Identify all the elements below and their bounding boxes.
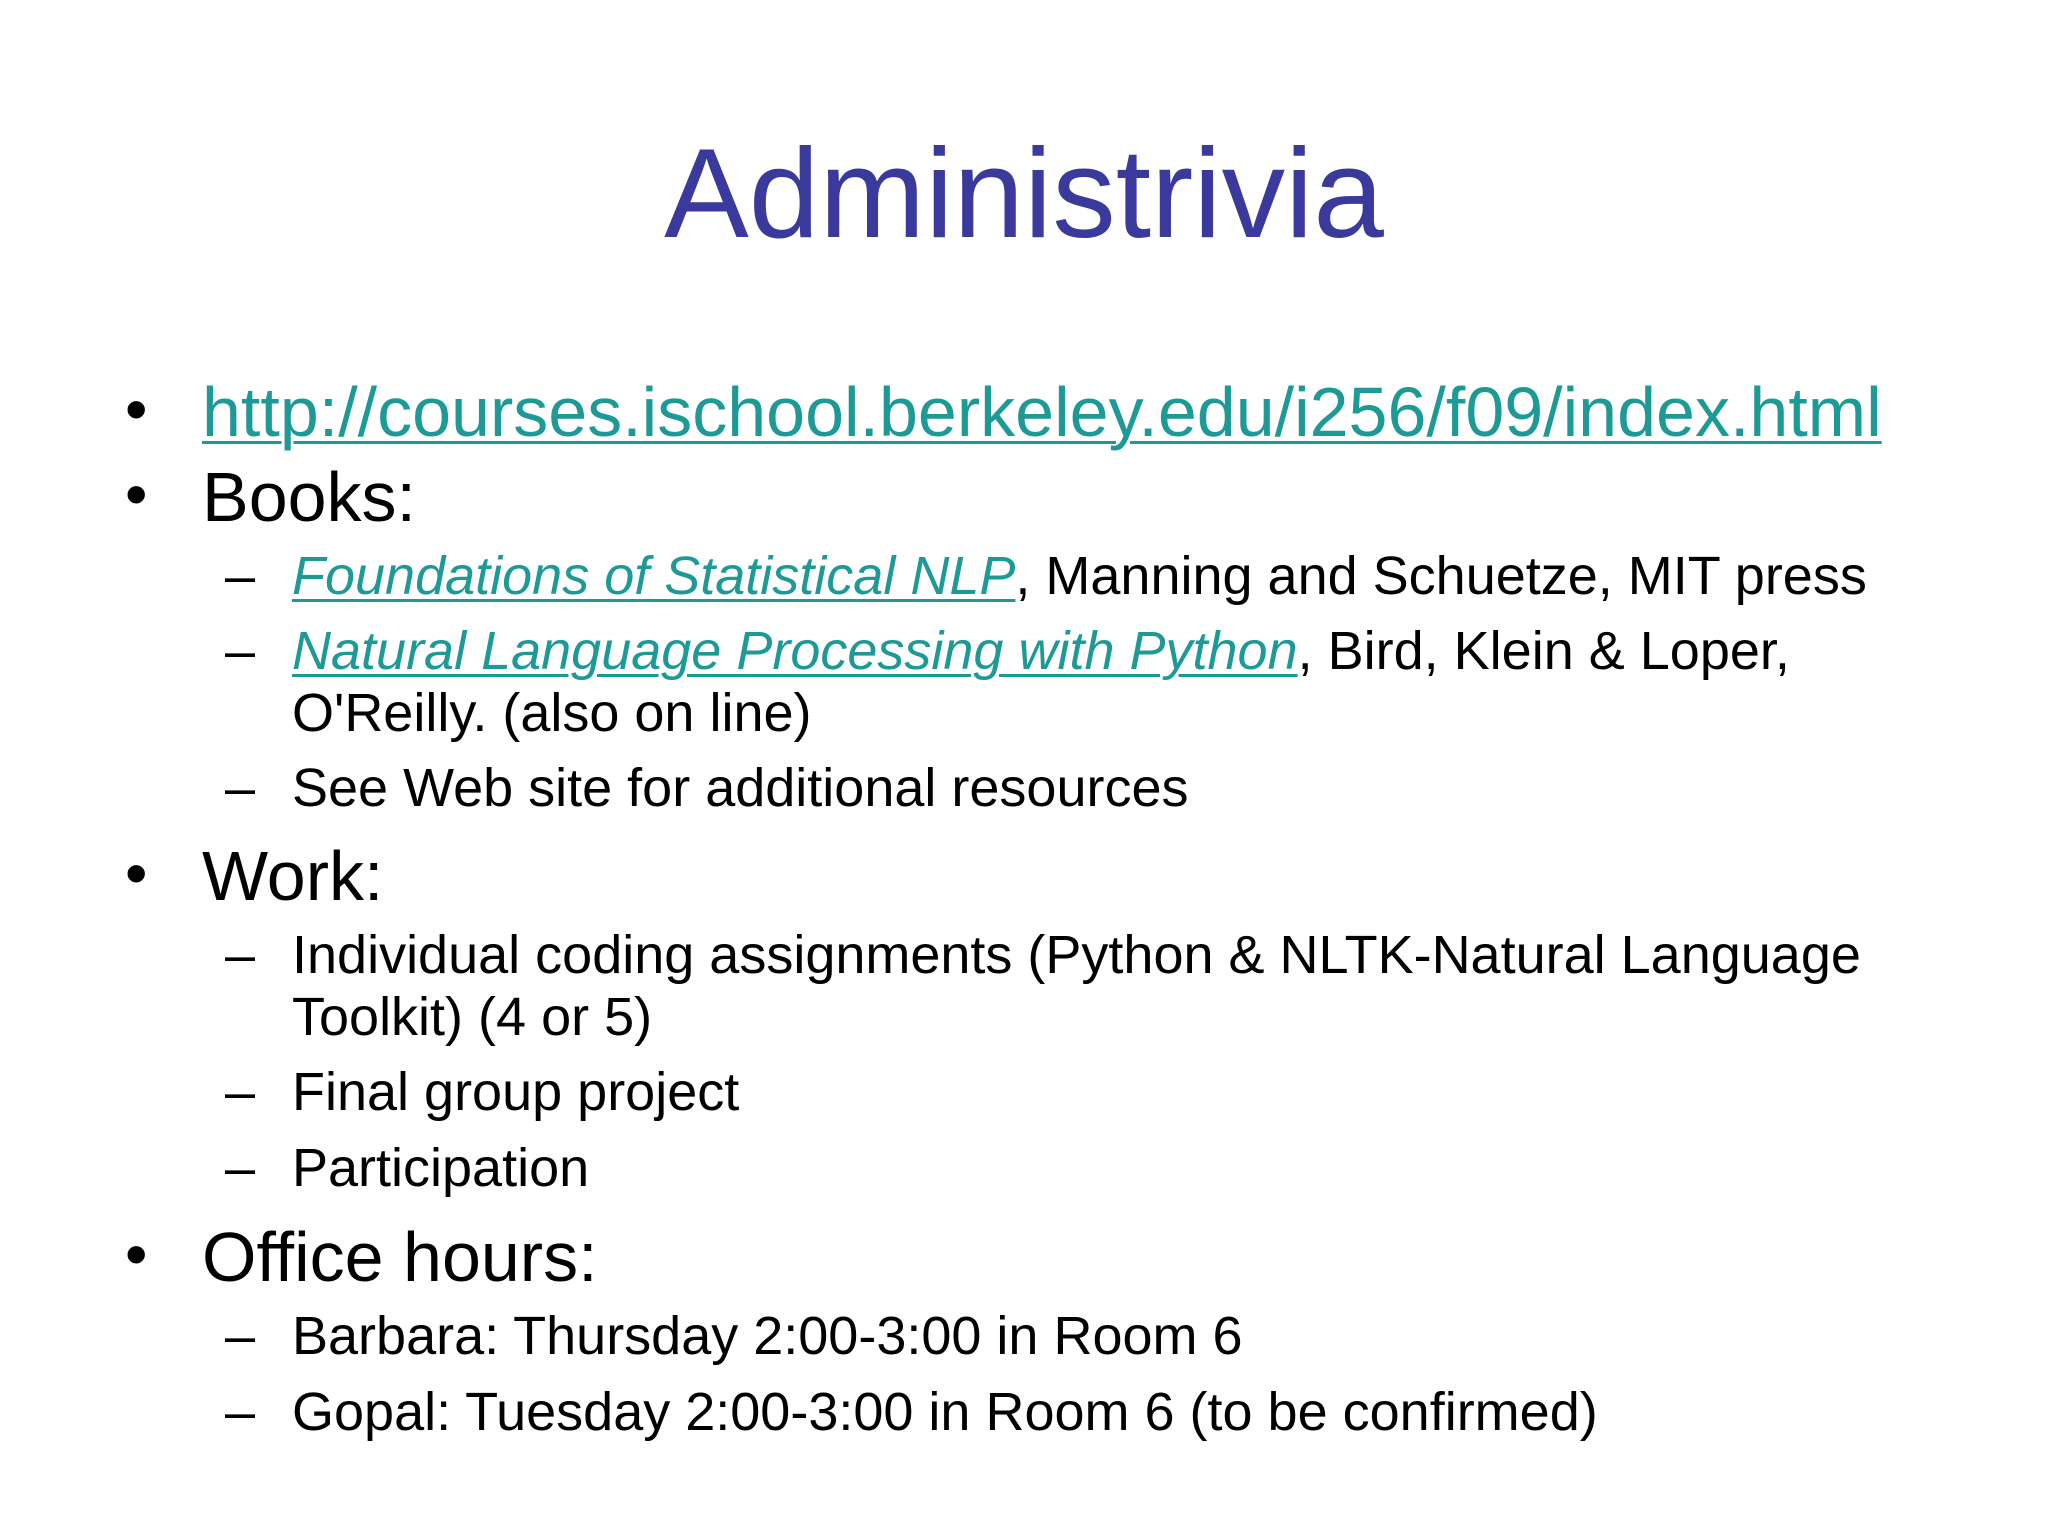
- sub-marker: –: [225, 546, 256, 606]
- sub-marker: –: [225, 1306, 256, 1366]
- sub-marker: –: [225, 925, 256, 985]
- book-details-continuation: O'Reilly. (also on line): [292, 683, 812, 743]
- book-link-nlp-python[interactable]: Natural Language Processing with Python: [292, 621, 1298, 681]
- assignments-text: Individual coding assignments (Python & NLTK-Natural Language: [292, 925, 1861, 985]
- website-resources-text: See Web site for additional resources: [292, 758, 1189, 818]
- book-item-text: [292, 545, 1867, 607]
- office-hours-heading: Office hours:: [202, 1218, 598, 1296]
- barbara-hours-text: Barbara: Thursday 2:00-3:00 in Room 6: [292, 1306, 1243, 1366]
- project-text: Final group project: [292, 1062, 740, 1122]
- participation-text: Participation: [292, 1138, 590, 1198]
- work-heading: Work:: [202, 837, 384, 915]
- bullet-marker: •: [125, 1218, 148, 1290]
- sub-marker: –: [225, 1382, 256, 1442]
- gopal-hours-text: Gopal: Tuesday 2:00-3:00 in Room 6 (to be confirmed): [292, 1382, 1598, 1442]
- book-item-text: [292, 620, 1790, 682]
- book-details: , Manning and Schuetze, MIT press: [1015, 546, 1867, 606]
- sub-marker: –: [225, 1062, 256, 1122]
- book-link-foundations[interactable]: Foundations of Statistical NLP: [292, 546, 1016, 606]
- sub-marker: –: [225, 621, 256, 681]
- book-details: , Bird, Klein & Loper,: [1297, 621, 1790, 681]
- sub-marker: –: [225, 1138, 256, 1198]
- slide-title: Administrivia: [664, 122, 1384, 264]
- books-heading: Books:: [202, 458, 416, 536]
- bullet-marker: •: [125, 837, 148, 909]
- course-url-link[interactable]: http://courses.ischool.berkeley.edu/i256/f09/index.html: [202, 373, 1882, 451]
- sub-marker: –: [225, 758, 256, 818]
- assignments-continuation: Toolkit) (4 or 5): [292, 987, 653, 1047]
- bullet-marker: •: [125, 373, 148, 445]
- bullet-marker: •: [125, 458, 148, 530]
